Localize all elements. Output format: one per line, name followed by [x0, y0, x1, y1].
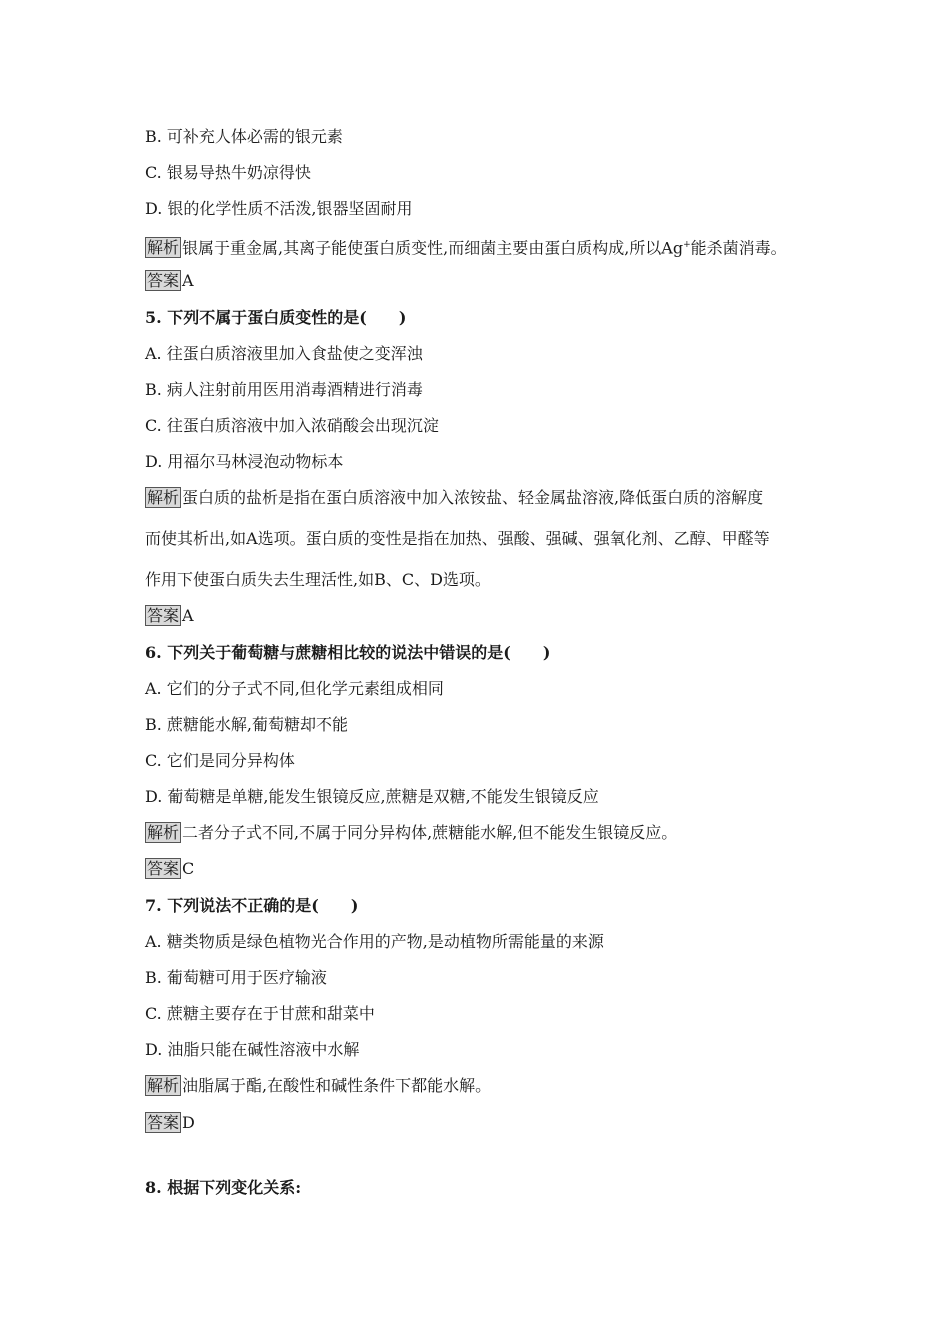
- q7-option-c: C. 蔗糖主要存在于甘蔗和甜菜中: [145, 1004, 375, 1023]
- q5-option-d: D. 用福尔马林浸泡动物标本: [145, 452, 344, 471]
- q7-answer: [145, 1112, 195, 1134]
- q6-analysis-text: 二者分子式不同,不属于同分异构体,蔗糖能水解,但不能发生银镜反应。: [182, 823, 678, 842]
- q4-answer: [145, 270, 194, 292]
- q5-option-b: B. 病人注射前用医用消毒酒精进行消毒: [145, 380, 423, 399]
- q7-option-d: D. 油脂只能在碱性溶液中水解: [145, 1040, 360, 1059]
- superscript-charge: +: [683, 240, 691, 250]
- q6-answer: [145, 858, 194, 880]
- q6-analysis: [145, 822, 677, 844]
- q4-analysis: [145, 234, 787, 259]
- q7-analysis: [145, 1075, 491, 1097]
- q5-option-c: C. 往蛋白质溶液中加入浓硝酸会出现沉淀: [145, 416, 439, 435]
- q6-answer-value: C: [182, 859, 195, 878]
- q5-answer-value: A: [182, 606, 194, 625]
- q7-option-a: A. 糖类物质是绿色植物光合作用的产物,是动植物所需能量的来源: [145, 932, 604, 951]
- q7-option-b: B. 葡萄糖可用于医疗输液: [145, 968, 327, 987]
- q4-analysis-text-end: 能杀菌消毒。: [690, 238, 787, 258]
- q5-answer: [145, 605, 194, 627]
- q5-analysis-text: 蛋白质的盐析是指在蛋白质溶液中加入浓铵盐、轻金属盐溶液,降低蛋白质的溶解度: [182, 488, 764, 507]
- q6-option-a: A. 它们的分子式不同,但化学元素组成相同: [145, 679, 444, 698]
- analysis-label: 解析: [147, 1076, 180, 1095]
- q7-question: 7. 下列说法不正确的是( ): [145, 896, 359, 915]
- q4-option-b: B. 可补充人体必需的银元素: [145, 127, 343, 146]
- analysis-label: 解析: [147, 488, 180, 507]
- q6-option-b: B. 蔗糖能水解,葡萄糖却不能: [145, 715, 349, 734]
- q5-option-a: A. 往蛋白质溶液里加入食盐使之变浑浊: [145, 344, 423, 363]
- answer-label: 答案: [147, 859, 180, 878]
- q6-question: 6. 下列关于葡萄糖与蔗糖相比较的说法中错误的是( ): [145, 643, 551, 662]
- q6-option-d: D. 葡萄糖是单糖,能发生银镜反应,蔗糖是双糖,不能发生银镜反应: [145, 787, 599, 806]
- q5-analysis-line2: 而使其析出,如A选项。蛋白质的变性是指在加热、强酸、强碱、强氧化剂、乙醇、甲醛等: [145, 529, 770, 548]
- q4-option-c: C. 银易导热牛奶凉得快: [145, 163, 311, 182]
- q7-answer-value: D: [182, 1113, 195, 1132]
- analysis-label: 解析: [147, 238, 180, 258]
- q7-analysis-text: 油脂属于酯,在酸性和碱性条件下都能水解。: [182, 1076, 492, 1095]
- q5-analysis-line1: [145, 487, 763, 509]
- q4-analysis-text: 银属于重金属,其离子能使蛋白质变性,而细菌主要由蛋白质构成,所以Ag: [182, 238, 684, 258]
- q5-analysis-line3: 作用下使蛋白质失去生理活性,如B、C、D选项。: [145, 570, 491, 589]
- answer-label: 答案: [147, 1113, 180, 1132]
- analysis-label: 解析: [147, 823, 180, 842]
- q6-option-c: C. 它们是同分异构体: [145, 751, 295, 770]
- q4-answer-value: A: [182, 271, 194, 290]
- q8-question: 8. 根据下列变化关系:: [145, 1178, 302, 1197]
- answer-label: 答案: [147, 606, 180, 625]
- q5-question: 5. 下列不属于蛋白质变性的是( ): [145, 308, 407, 327]
- q4-option-d: D. 银的化学性质不活泼,银器坚固耐用: [145, 199, 413, 218]
- answer-label: 答案: [147, 271, 180, 290]
